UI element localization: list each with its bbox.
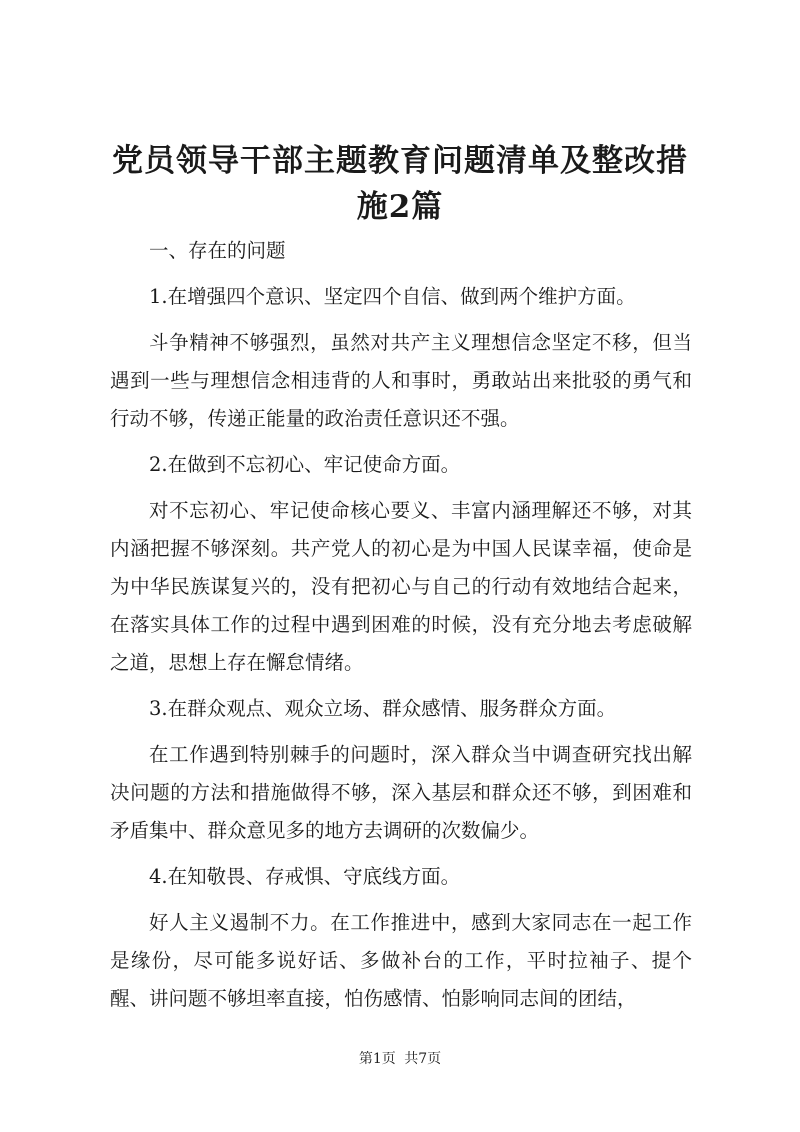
body-paragraph: 对不忘初心、牢记使命核心要义、丰富内涵理解还不够，对其内涵把握不够深刻。共产党人的初心是为中国人民谋幸福，使命是为中华民族谋复兴的，没有把初心与自己的行动有效地结合起来，在落实具体工作的过程中遇到困难的时候，没有充分地去考虑破解之道，思想上存在懈怠情绪。 [110, 499, 692, 674]
document-title: 党员领导干部主题教育问题清单及整改措施2篇 [112, 143, 688, 225]
item-heading: 4.在知敬畏、存戒惧、守底线方面。 [149, 865, 461, 888]
document-body [110, 232, 692, 1026]
item-heading: 3.在群众观点、观众立场、群众感情、服务群众方面。 [149, 697, 617, 720]
item-heading: 1.在增强四个意识、坚定四个自信、做到两个维护方面。 [149, 285, 636, 308]
section-heading: 一、存在的问题 [149, 239, 286, 262]
page-footer: 第1页 共7页 [358, 1051, 442, 1067]
item-heading: 2.在做到不忘初心、牢记使命方面。 [149, 453, 461, 476]
body-paragraph: 斗争精神不够强烈，虽然对共产主义理想信念坚定不移，但当遇到一些与理想信念相违背的人和事时，勇敢站出来批驳的勇气和行动不够，传递正能量的政治责任意识还不强。 [110, 331, 692, 430]
body-paragraph: 好人主义遏制不力。在工作推进中，感到大家同志在一起工作是缘份，尽可能多说好话、多做补台的工作，平时拉袖子、提个醒、讲问题不够坦率直接，怕伤感情、怕影响同志间的团结， [110, 911, 692, 1010]
body-paragraph: 在工作遇到特别棘手的问题时，深入群众当中调查研究找出解决问题的方法和措施做得不够，深入基层和群众还不够，到困难和矛盾集中、群众意见多的地方去调研的次数偏少。 [110, 743, 692, 842]
